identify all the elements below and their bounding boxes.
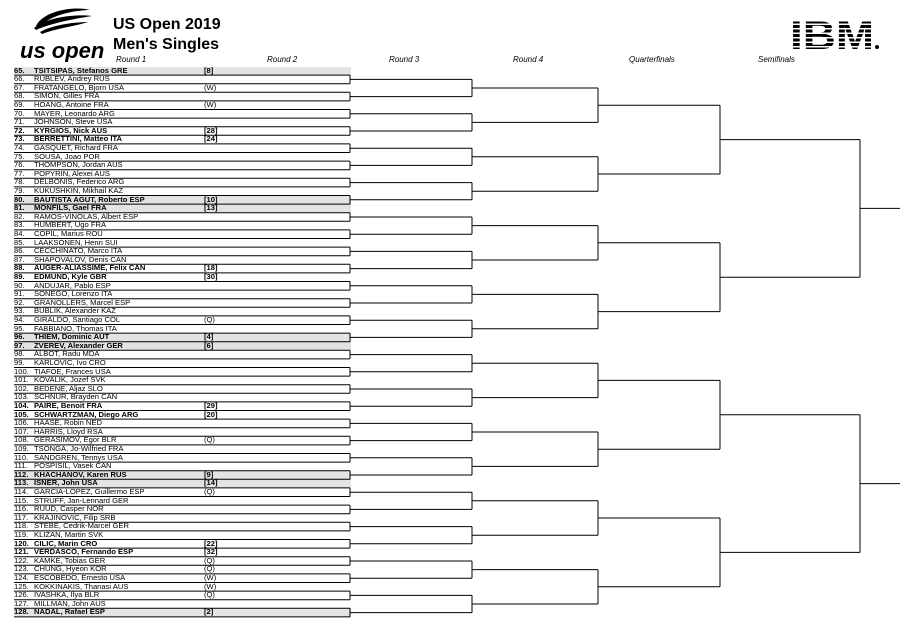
player-name: HAASE, Robin NED [34, 418, 102, 428]
player-number: 87. [14, 254, 25, 264]
player-name: HOANG, Antoine FRA [34, 99, 109, 109]
player-name: EDMUND, Kyle GBR [34, 271, 107, 281]
player-number: 126. [14, 590, 29, 600]
player-number: 115. [14, 495, 29, 505]
player-number: 96. [14, 332, 25, 342]
player-seed-tag: [30] [204, 271, 218, 281]
player-number: 65. [14, 65, 25, 75]
player-seed-tag: (Q) [204, 486, 215, 496]
player-number: 113. [14, 478, 29, 488]
player-number: 85. [14, 237, 25, 247]
player-seed-tag: [4] [204, 332, 214, 342]
player-number: 70. [14, 108, 25, 118]
player-name: KOVALIK, Jozef SVK [34, 375, 106, 385]
player-name: GASQUET, Richard FRA [34, 142, 118, 152]
player-number: 78. [14, 177, 25, 187]
player-name: RUUD, Casper NOR [34, 504, 104, 514]
player-number: 125. [14, 581, 29, 591]
player-number: 114. [14, 486, 29, 496]
player-number: 83. [14, 220, 25, 230]
player-seed-tag: [32] [204, 547, 218, 557]
player-name: VERDASCO, Fernando ESP [34, 547, 134, 557]
player-number: 101. [14, 375, 29, 385]
player-name: KHACHANOV, Karen RUS [34, 469, 127, 479]
player-number: 100. [14, 366, 29, 376]
player-name: KUKUSHKIN, Mikhail KAZ [34, 185, 124, 195]
player-number: 93. [14, 306, 25, 316]
player-name: JOHNSON, Steve USA [34, 117, 113, 127]
player-number: 80. [14, 194, 25, 204]
player-number: 75. [14, 151, 25, 161]
player-number: 81. [14, 203, 25, 213]
player-name: HUMBERT, Ugo FRA [34, 220, 107, 230]
player-name: SHAPOVALOV, Denis CAN [34, 254, 127, 264]
player-seed-tag: [28] [204, 125, 218, 135]
player-name: GRANOLLERS, Marcel ESP [34, 297, 131, 307]
player-number: 120. [14, 538, 29, 548]
player-name: KRAJINOVIC, Filip SRB [34, 512, 116, 522]
ibm-wordmark: IBM [790, 16, 874, 52]
player-number: 108. [14, 435, 29, 445]
player-number: 82. [14, 211, 25, 221]
player-seed-tag: [18] [204, 263, 218, 273]
player-name: IVASHKA, Ilya BLR [34, 590, 100, 600]
player-seed-tag: [13] [204, 203, 218, 213]
player-number: 88. [14, 263, 25, 273]
player-number: 76. [14, 160, 25, 170]
player-name: RUBLEV, Andrey RUS [34, 74, 110, 84]
player-name: AUGER-ALIASSIME, Felix CAN [34, 263, 146, 273]
player-seed-tag: (Q) [204, 590, 215, 600]
player-number: 121. [14, 547, 29, 557]
player-name: SCHWARTZMAN, Diego ARG [34, 409, 139, 419]
player-name: GIRALDO, Santiago COL [34, 314, 121, 324]
player-seed-tag: [24] [204, 134, 218, 144]
player-seed-tag: (W) [204, 581, 217, 591]
player-number: 66. [14, 74, 25, 84]
player-seed-tag: [8] [204, 65, 214, 75]
logo-wordmark: us open [20, 38, 105, 62]
player-number: 91. [14, 289, 25, 299]
player-name: FRATANGELO, Bjorn USA [34, 82, 125, 92]
round-header-2: Round 2 [267, 55, 298, 64]
player-number: 84. [14, 228, 25, 238]
player-seed-tag: (Q) [204, 564, 215, 574]
player-name: SIMON, Gilles FRA [34, 91, 100, 101]
player-name: ANDUJAR, Pablo ESP [34, 280, 111, 290]
player-seed-tag: [22] [204, 538, 218, 548]
title-line-1: US Open 2019 [113, 16, 221, 33]
player-name: MILLMAN, John AUS [34, 598, 106, 608]
player-number: 111. [14, 461, 28, 471]
player-name: CECCHINATO, Marco ITA [34, 246, 123, 256]
round-header-qf: Quarterfinals [629, 55, 675, 64]
player-name: KYRGIOS, Nick AUS [34, 125, 108, 135]
player-seed-tag: (W) [204, 82, 217, 92]
player-number: 74. [14, 142, 25, 152]
player-number: 89. [14, 271, 25, 281]
player-number: 68. [14, 91, 25, 101]
round-header-sf: Semifinals [758, 55, 795, 64]
player-seed-tag: (W) [204, 572, 217, 582]
player-number: 112. [14, 469, 29, 479]
player-number: 94. [14, 314, 25, 324]
player-number: 79. [14, 185, 25, 195]
player-number: 105. [14, 409, 29, 419]
player-number: 97. [14, 340, 25, 350]
player-name: POPYRIN, Alexei AUS [34, 168, 110, 178]
player-number: 122. [14, 555, 29, 565]
player-name: TSONGA, Jo-Wilfried FRA [34, 443, 124, 453]
player-name: KAMKE, Tobias GER [34, 555, 106, 565]
player-number: 73. [14, 134, 25, 144]
player-number: 92. [14, 297, 25, 307]
player-number: 124. [14, 572, 29, 582]
player-number: 116. [14, 504, 29, 514]
player-seed-tag: [20] [204, 409, 218, 419]
player-number: 118. [14, 521, 29, 531]
player-number: 107. [14, 426, 29, 436]
player-name: STRUFF, Jan-Lennard GER [34, 495, 129, 505]
player-number: 98. [14, 349, 25, 359]
player-name: TIAFOE, Frances USA [34, 366, 111, 376]
player-name: ISNER, John USA [34, 478, 98, 488]
player-name: ZVEREV, Alexander GER [34, 340, 123, 350]
player-number: 104. [14, 400, 29, 410]
player-name: THOMPSON, Jordan AUS [34, 160, 123, 170]
player-name: STEBE, Cedrik-Marcel GER [34, 521, 129, 531]
player-number: 99. [14, 357, 25, 367]
player-number: 103. [14, 392, 29, 402]
player-name: CILIC, Marin CRO [34, 538, 98, 548]
player-name: BAUTISTA AGUT, Roberto ESP [34, 194, 145, 204]
player-seed-tag: [2] [204, 607, 214, 617]
player-number: 117. [14, 512, 29, 522]
player-number: 102. [14, 383, 29, 393]
player-number: 69. [14, 99, 25, 109]
player-seed-tag: (Q) [204, 314, 215, 324]
player-name: MAYER, Leonardo ARG [34, 108, 115, 118]
player-number: 90. [14, 280, 25, 290]
player-seed-tag: [9] [204, 469, 214, 479]
player-number: 109. [14, 443, 29, 453]
player-number: 95. [14, 323, 25, 333]
player-number: 110. [14, 452, 29, 462]
player-name: DELBONIS, Federico ARG [34, 177, 125, 187]
player-number: 86. [14, 246, 25, 256]
player-name: POSPISIL, Vasek CAN [34, 461, 112, 471]
player-number: 67. [14, 82, 25, 92]
player-name: NADAL, Rafael ESP [34, 607, 105, 617]
player-name: FABBIANO, Thomas ITA [34, 323, 117, 333]
player-name: KARLOVIC, Ivo CRO [34, 357, 106, 367]
player-name: RAMOS-VINOLAS, Albert ESP [34, 211, 139, 221]
player-seed-tag: [14] [204, 478, 218, 488]
round-header-4: Round 4 [513, 55, 544, 64]
player-name: ESCOBEDO, Ernesto USA [34, 572, 126, 582]
player-number: 71. [14, 117, 25, 127]
player-name: TSITSIPAS, Stefanos GRE [34, 65, 128, 75]
player-name: ALBOT, Radu MDA [34, 349, 100, 359]
player-number: 119. [14, 529, 29, 539]
player-name: SCHNUR, Brayden CAN [34, 392, 118, 402]
player-name: THIEM, Dominic AUT [34, 332, 110, 342]
player-seed-tag: (Q) [204, 555, 215, 565]
player-seed-tag: (W) [204, 99, 217, 109]
player-name: SONEGO, Lorenzo ITA [34, 289, 113, 299]
player-number: 72. [14, 125, 25, 135]
player-name: LAAKSONEN, Henri SUI [34, 237, 118, 247]
player-name: KLIZAN, Martin SVK [34, 529, 104, 539]
player-name: SANDGREN, Tennys USA [34, 452, 123, 462]
player-name: COPIL, Marius ROU [34, 228, 103, 238]
player-number: 123. [14, 564, 29, 574]
player-name: CHUNG, Hyeon KOR [34, 564, 107, 574]
player-name: PAIRE, Benoit FRA [34, 400, 103, 410]
player-name: HARRIS, Lloyd RSA [34, 426, 103, 436]
player-name: GARCIA-LOPEZ, Guillermo ESP [34, 486, 145, 496]
player-name: GERASIMOV, Egor BLR [34, 435, 117, 445]
player-number: 106. [14, 418, 29, 428]
player-name: BUBLIK, Alexander KAZ [34, 306, 116, 316]
title-line-2: Men's Singles [113, 36, 220, 53]
player-name: MONFILS, Gael FRA [34, 203, 107, 213]
player-seed-tag: [10] [204, 194, 218, 204]
player-name: BEDENE, Aljaz SLO [34, 383, 103, 393]
player-number: 127. [14, 598, 29, 608]
player-number: 128. [14, 607, 29, 617]
player-number: 77. [14, 168, 25, 178]
player-seed-tag: (Q) [204, 435, 215, 445]
player-name: BERRETTINI, Matteo ITA [34, 134, 123, 144]
round-header-1: Round 1 [116, 55, 147, 64]
round-header-3: Round 3 [389, 55, 420, 64]
player-seed-tag: [6] [204, 340, 214, 350]
player-name: KOKKINAKIS, Thanasi AUS [34, 581, 129, 591]
player-seed-tag: [29] [204, 400, 218, 410]
player-name: SOUSA, Joao POR [34, 151, 100, 161]
